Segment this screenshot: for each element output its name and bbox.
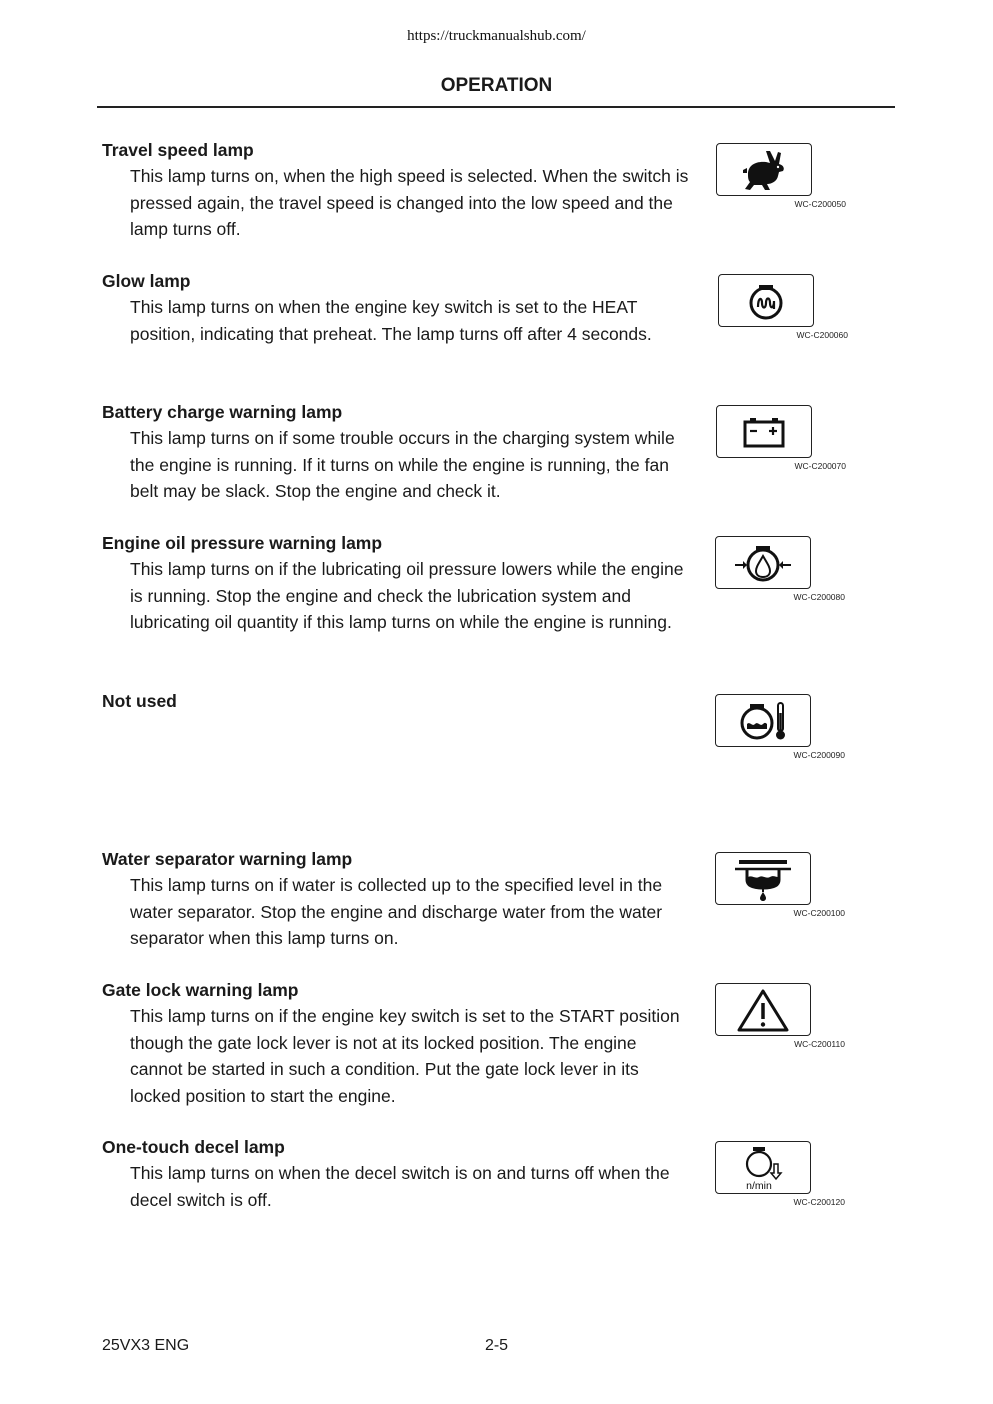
figure-code: WC-C200090	[793, 750, 845, 760]
decel-lamp-figure	[715, 1141, 845, 1207]
figure-code: WC-C200070	[794, 461, 846, 471]
engine-speed-unit-label: n/min	[746, 1179, 772, 1192]
section-title: Engine oil pressure warning lamp	[102, 533, 383, 553]
source-url[interactable]: https://truckmanualshub.com/	[407, 28, 586, 44]
section-battery-charge-warning-lamp	[102, 399, 702, 505]
section-title: Not used	[102, 691, 177, 711]
section-body: This lamp turns on if the engine key switch is set to the START position though the gate lock lever is not at its locked position. The engine cannot be started in such a condition. Put the gate lock lever in its locked position to start the engine.	[130, 1006, 680, 1107]
page-number: 2-5	[484, 1337, 509, 1354]
battery-charge-lamp-figure	[716, 405, 846, 471]
coolant-temperature-icon	[735, 699, 791, 743]
section-title: Water separator warning lamp	[102, 849, 353, 869]
figure-code: WC-C200110	[794, 1039, 845, 1049]
engine-speed-down-icon	[735, 1144, 791, 1192]
section-water-separator-warning-lamp	[102, 846, 702, 952]
section-body: This lamp turns on when the engine key switch is set to the HEAT position, indicating that preheat. The lamp turns off after 4 seconds.	[130, 297, 652, 344]
section-title: One-touch decel lamp	[102, 1137, 285, 1157]
section-title: Gate lock warning lamp	[102, 980, 299, 1000]
gate-lock-lamp-figure	[715, 983, 845, 1049]
oil-pressure-lamp-figure	[715, 536, 845, 602]
header-rule	[97, 106, 895, 108]
section-title: Glow lamp	[102, 271, 191, 291]
battery-icon	[741, 414, 787, 450]
section-body: This lamp turns on if the lubricating oil pressure lowers while the engine is running. Stop the engine and check the lubrication system and lubricating oil quantity if this lamp turns on while the engine is running.	[130, 559, 684, 633]
water-separator-lamp-figure	[715, 852, 845, 918]
glow-plug-icon	[744, 279, 788, 323]
section-body: This lamp turns on, when the high speed is selected. When the switch is pressed again, the travel speed is changed into the low speed and the lamp turns off.	[130, 166, 689, 240]
travel-speed-lamp-figure	[716, 143, 846, 209]
section-title: Battery charge warning lamp	[102, 402, 343, 422]
warning-triangle-icon	[736, 987, 790, 1033]
section-not-used	[102, 688, 702, 714]
not-used-lamp-figure	[715, 694, 845, 760]
glow-lamp-figure	[718, 274, 848, 340]
section-engine-oil-pressure-warning-lamp	[102, 530, 702, 636]
figure-code: WC-C200060	[796, 330, 848, 340]
figure-code: WC-C200120	[793, 1197, 845, 1207]
section-body: This lamp turns on if water is collected up to the specified level in the water separator. Stop the engine and discharge water from the water separator when this lamp turns on.	[130, 875, 663, 949]
section-travel-speed-lamp	[102, 137, 702, 243]
page-title: OPERATION	[440, 75, 553, 96]
section-title: Travel speed lamp	[102, 140, 254, 160]
footer-model: 25VX3 ENG	[102, 1337, 190, 1354]
oil-pressure-icon	[733, 541, 793, 585]
section-body: This lamp turns on when the decel switch is on and turns off when the decel switch is off.	[130, 1163, 670, 1210]
figure-code: WC-C200050	[794, 199, 846, 209]
section-glow-lamp	[102, 268, 702, 347]
section-body: This lamp turns on if some trouble occurs in the charging system while the engine is running. If it turns on while the engine is running, the fan belt may be slack. Stop the engine and check it.	[130, 428, 675, 502]
section-one-touch-decel-lamp	[102, 1134, 702, 1213]
water-separator-icon	[733, 856, 793, 902]
figure-code: WC-C200100	[793, 908, 845, 918]
figure-code: WC-C200080	[793, 592, 845, 602]
rabbit-icon	[734, 148, 794, 192]
section-gate-lock-warning-lamp	[102, 977, 702, 1110]
